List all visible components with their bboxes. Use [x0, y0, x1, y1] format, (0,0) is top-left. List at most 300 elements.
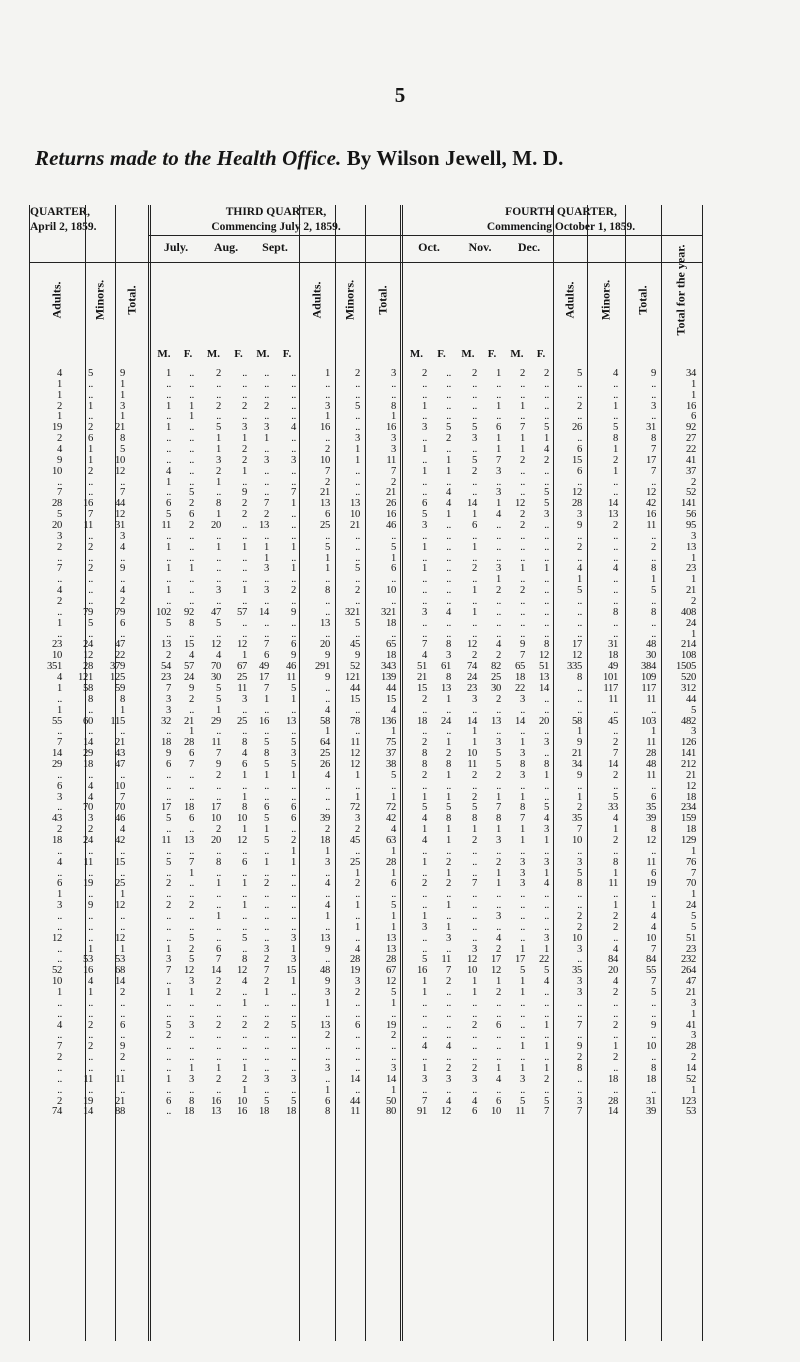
- table-cell: 45: [608, 715, 618, 727]
- table-cell: ..: [88, 530, 93, 542]
- table-cell: 4: [120, 824, 125, 836]
- table-row: [0, 1063, 800, 1074]
- table-cell: ..: [57, 954, 62, 966]
- table-cell: 1: [613, 867, 618, 879]
- table-cell: ..: [242, 476, 247, 488]
- table-cell: 5: [166, 509, 171, 521]
- table-cell: ..: [291, 889, 296, 901]
- table-row: [0, 792, 800, 803]
- table-cell: 3: [120, 400, 125, 412]
- table-cell: 1: [189, 986, 194, 998]
- table-cell: 3: [216, 585, 221, 597]
- table-cell: 141: [681, 748, 696, 760]
- table-cell: 3: [325, 986, 330, 998]
- table-cell: ..: [264, 900, 269, 912]
- table-cell: 1: [355, 769, 360, 781]
- table-cell: ..: [57, 943, 62, 955]
- table-cell: 8: [216, 498, 221, 510]
- table-cell: 64: [320, 737, 330, 749]
- table-cell: 2: [57, 433, 62, 445]
- table-cell: ..: [472, 921, 477, 933]
- table-cell: 46: [286, 661, 296, 673]
- table-row: [0, 868, 800, 879]
- table-cell: 2: [166, 900, 171, 912]
- table-cell: 1: [691, 1008, 696, 1020]
- table-cell: 12: [115, 509, 125, 521]
- table-cell: ..: [577, 693, 582, 705]
- table-cell: ..: [166, 997, 171, 1009]
- table-cell: 1: [166, 400, 171, 412]
- table-cell: ..: [544, 845, 549, 857]
- table-cell: 28: [386, 856, 396, 868]
- table-cell: 6: [496, 1095, 501, 1107]
- table-cell: ..: [446, 986, 451, 998]
- table-row: [0, 553, 800, 564]
- table-cell: ..: [520, 552, 525, 564]
- table-cell: ..: [242, 704, 247, 716]
- table-cell: ..: [242, 889, 247, 901]
- table-cell: 3: [325, 400, 330, 412]
- table-cell: 482: [681, 715, 696, 727]
- table-cell: ..: [216, 921, 221, 933]
- table-cell: ..: [544, 389, 549, 401]
- table-cell: 1: [57, 682, 62, 694]
- table-cell: ..: [355, 530, 360, 542]
- table-cell: 7: [613, 748, 618, 760]
- table-cell: ..: [446, 574, 451, 586]
- table-cell: 1: [472, 986, 477, 998]
- table-cell: 3: [242, 693, 247, 705]
- table-cell: ..: [325, 378, 330, 390]
- table-cell: 35: [572, 965, 582, 977]
- male-header: M.: [461, 348, 475, 360]
- table-cell: 3: [189, 1019, 194, 1031]
- table-cell: 46: [386, 520, 396, 532]
- table-cell: 1: [57, 617, 62, 629]
- table-row: [0, 878, 800, 889]
- table-cell: 1: [391, 411, 396, 423]
- table-cell: ..: [264, 368, 269, 379]
- table-cell: 5: [88, 617, 93, 629]
- table-cell: ..: [189, 791, 194, 803]
- table-cell: ..: [242, 368, 247, 379]
- table-cell: 6: [189, 813, 194, 825]
- table-cell: 11: [83, 856, 93, 868]
- table-row: [0, 889, 800, 900]
- table-cell: 4: [57, 444, 62, 456]
- table-cell: 29: [83, 748, 93, 760]
- table-cell: ..: [216, 487, 221, 499]
- table-cell: 1: [691, 378, 696, 390]
- table-cell: 20: [211, 834, 221, 846]
- table-cell: ..: [422, 845, 427, 857]
- table-cell: ..: [88, 932, 93, 944]
- table-row: [0, 726, 800, 737]
- table-cell: 2: [691, 596, 696, 608]
- table-cell: 14: [608, 758, 618, 770]
- table-cell: 23: [686, 563, 696, 575]
- table-cell: 1: [520, 976, 525, 988]
- table-cell: 2: [472, 769, 477, 781]
- table-cell: 14: [83, 737, 93, 749]
- table-cell: ..: [472, 1030, 477, 1042]
- table-cell: 2: [391, 1030, 396, 1042]
- table-cell: ..: [544, 606, 549, 618]
- table-cell: 5: [544, 498, 549, 510]
- table-cell: 6: [88, 433, 93, 445]
- table-cell: ..: [291, 433, 296, 445]
- table-cell: ..: [391, 574, 396, 586]
- table-cell: ..: [242, 378, 247, 390]
- table-cell: ..: [325, 867, 330, 879]
- table-cell: 11: [115, 1073, 125, 1085]
- table-cell: 384: [641, 661, 656, 673]
- table-cell: 13: [320, 1019, 330, 1031]
- table-cell: ..: [613, 617, 618, 629]
- table-cell: 41: [686, 1019, 696, 1031]
- table-cell: ..: [166, 574, 171, 586]
- table-cell: 92: [184, 606, 194, 618]
- table-cell: 1: [577, 574, 582, 586]
- table-cell: 41: [686, 454, 696, 466]
- table-cell: 1: [613, 465, 618, 477]
- table-cell: 26: [572, 422, 582, 434]
- table-cell: ..: [166, 791, 171, 803]
- table-cell: 67: [386, 965, 396, 977]
- table-cell: 7: [577, 824, 582, 836]
- table-cell: 14: [52, 748, 62, 760]
- table-cell: 12: [115, 932, 125, 944]
- table-cell: ..: [544, 748, 549, 760]
- table-cell: ..: [120, 997, 125, 1009]
- table-cell: ..: [189, 910, 194, 922]
- table-cell: 1: [472, 509, 477, 521]
- table-cell: ..: [120, 921, 125, 933]
- table-cell: ..: [613, 378, 618, 390]
- table-cell: ..: [242, 552, 247, 564]
- table-cell: 6: [57, 878, 62, 890]
- table-cell: ..: [472, 617, 477, 629]
- table-cell: 2: [216, 769, 221, 781]
- table-cell: 1: [166, 541, 171, 553]
- table-cell: ..: [189, 476, 194, 488]
- table-cell: 92: [686, 422, 696, 434]
- table-cell: 1: [691, 552, 696, 564]
- table-cell: 6: [291, 802, 296, 814]
- minors-header: Minors.: [342, 279, 357, 321]
- table-cell: ..: [57, 1030, 62, 1042]
- table-cell: ..: [88, 1063, 93, 1074]
- table-cell: 12: [237, 965, 247, 977]
- table-cell: ..: [264, 465, 269, 477]
- table-cell: 9: [242, 487, 247, 499]
- table-cell: 8: [422, 758, 427, 770]
- table-cell: 3: [264, 1073, 269, 1085]
- month-oct: Oct.: [418, 240, 440, 254]
- table-row: [0, 650, 800, 661]
- table-cell: ..: [472, 574, 477, 586]
- table-cell: 17: [259, 672, 269, 684]
- table-cell: 3: [446, 650, 451, 662]
- table-cell: 25: [320, 748, 330, 760]
- table-cell: 55: [646, 965, 656, 977]
- table-cell: 18: [686, 791, 696, 803]
- table-cell: ..: [472, 476, 477, 488]
- table-cell: 3: [520, 1073, 525, 1085]
- table-cell: 1: [355, 444, 360, 456]
- table-cell: 234: [681, 802, 696, 814]
- table-cell: ..: [613, 780, 618, 792]
- table-cell: ..: [291, 465, 296, 477]
- table-cell: 2: [422, 693, 427, 705]
- table-cell: 1: [472, 541, 477, 553]
- table-cell: ..: [422, 704, 427, 716]
- table-cell: ..: [613, 552, 618, 564]
- table-cell: ..: [120, 769, 125, 781]
- table-cell: 1: [422, 824, 427, 836]
- table-cell: 2: [520, 509, 525, 521]
- table-cell: 7: [120, 487, 125, 499]
- table-cell: 1: [242, 465, 247, 477]
- table-cell: 4: [166, 465, 171, 477]
- table-cell: ..: [325, 574, 330, 586]
- table-cell: 21: [115, 737, 125, 749]
- table-cell: ..: [264, 378, 269, 390]
- table-cell: ..: [391, 889, 396, 901]
- table-cell: 7: [520, 813, 525, 825]
- table-cell: 8: [120, 433, 125, 445]
- table-cell: ..: [325, 802, 330, 814]
- table-row: [0, 401, 800, 412]
- table-row: [0, 585, 800, 596]
- table-cell: ..: [520, 1019, 525, 1031]
- table-cell: 6: [325, 1095, 330, 1107]
- table-cell: 7: [264, 965, 269, 977]
- table-cell: ..: [166, 444, 171, 456]
- table-cell: ..: [391, 596, 396, 608]
- table-cell: ..: [57, 997, 62, 1009]
- table-cell: ..: [264, 867, 269, 879]
- table-cell: 1: [446, 769, 451, 781]
- table-cell: 1: [242, 1084, 247, 1096]
- table-cell: 2: [472, 1063, 477, 1074]
- month-sept: Sept.: [262, 240, 288, 254]
- table-cell: ..: [446, 617, 451, 629]
- table-cell: ..: [242, 389, 247, 401]
- table-cell: 13: [386, 932, 396, 944]
- table-cell: 6: [120, 1019, 125, 1031]
- table-cell: ..: [472, 910, 477, 922]
- table-cell: ..: [496, 1030, 501, 1042]
- table-cell: 2: [166, 650, 171, 662]
- table-row: [0, 618, 800, 629]
- table-cell: 1: [264, 541, 269, 553]
- table-cell: ..: [291, 1063, 296, 1074]
- table-cell: 39: [320, 813, 330, 825]
- table-cell: 6: [651, 867, 656, 879]
- table-cell: ..: [544, 596, 549, 608]
- table-row: [0, 813, 800, 824]
- table-cell: 5: [264, 813, 269, 825]
- table-cell: 1: [520, 986, 525, 998]
- table-cell: ..: [264, 389, 269, 401]
- table-cell: ..: [57, 552, 62, 564]
- table-cell: 1: [325, 997, 330, 1009]
- table-cell: 25: [115, 878, 125, 890]
- table-cell: 7: [520, 650, 525, 662]
- table-cell: 15: [350, 693, 360, 705]
- table-cell: ..: [189, 1041, 194, 1053]
- table-cell: 59: [115, 682, 125, 694]
- table-cell: 1: [57, 704, 62, 716]
- table-cell: ..: [88, 1084, 93, 1096]
- table-cell: ..: [291, 400, 296, 412]
- table-cell: ..: [355, 1041, 360, 1053]
- table-row: [0, 998, 800, 1009]
- table-cell: 16: [417, 965, 427, 977]
- table-cell: 1: [166, 585, 171, 597]
- table-cell: 2: [355, 878, 360, 890]
- table-cell: 9: [120, 1041, 125, 1053]
- table-cell: ..: [446, 943, 451, 955]
- table-cell: 21: [686, 585, 696, 597]
- table-cell: ..: [325, 628, 330, 640]
- table-cell: ..: [264, 889, 269, 901]
- table-cell: 3: [446, 1073, 451, 1085]
- table-cell: ..: [520, 845, 525, 857]
- table-cell: 11: [83, 520, 93, 532]
- table-cell: 58: [83, 682, 93, 694]
- table-cell: ..: [189, 389, 194, 401]
- table-cell: 25: [491, 672, 501, 684]
- table-cell: 4: [613, 368, 618, 379]
- table-cell: 1: [166, 1073, 171, 1085]
- table-cell: ..: [189, 824, 194, 836]
- table-cell: ..: [88, 411, 93, 423]
- table-cell: 14: [467, 498, 477, 510]
- table-cell: ..: [325, 389, 330, 401]
- table-row: [0, 498, 800, 509]
- table-row: [0, 954, 800, 965]
- table-cell: ..: [355, 932, 360, 944]
- table-cell: 2: [613, 1052, 618, 1064]
- table-cell: 2: [446, 856, 451, 868]
- table-cell: 68: [115, 965, 125, 977]
- table-cell: ..: [422, 889, 427, 901]
- table-cell: 4: [88, 976, 93, 988]
- table-cell: 65: [515, 661, 525, 673]
- table-cell: 2: [242, 1019, 247, 1031]
- table-cell: 1: [291, 943, 296, 955]
- table-cell: 14: [608, 1106, 618, 1118]
- table-cell: 13: [259, 520, 269, 532]
- table-cell: 24: [686, 900, 696, 912]
- table-cell: 1: [691, 628, 696, 640]
- female-header: F.: [282, 348, 292, 360]
- table-cell: 1: [422, 465, 427, 477]
- table-cell: 7: [166, 965, 171, 977]
- table-cell: 3: [496, 910, 501, 922]
- table-cell: 1: [325, 726, 330, 738]
- table-cell: 1: [325, 845, 330, 857]
- table-cell: ..: [166, 769, 171, 781]
- table-cell: 18: [608, 650, 618, 662]
- table-cell: 13: [184, 834, 194, 846]
- table-cell: ..: [613, 530, 618, 542]
- table-cell: ..: [422, 487, 427, 499]
- table-cell: 2: [520, 454, 525, 466]
- table-cell: ..: [291, 444, 296, 456]
- table-cell: 4: [120, 541, 125, 553]
- table-cell: 3: [189, 976, 194, 988]
- table-cell: ..: [446, 541, 451, 553]
- male-header: M.: [409, 348, 424, 360]
- table-cell: 8: [264, 748, 269, 760]
- table-row: [0, 900, 800, 911]
- table-cell: 7: [120, 791, 125, 803]
- table-cell: ..: [577, 411, 582, 423]
- table-cell: ..: [291, 574, 296, 586]
- table-cell: 63: [386, 834, 396, 846]
- table-cell: 12: [467, 639, 477, 651]
- table-cell: 2: [242, 498, 247, 510]
- table-cell: 3: [355, 433, 360, 445]
- table-cell: 102: [156, 606, 171, 618]
- table-cell: ..: [166, 628, 171, 640]
- table-cell: ..: [446, 389, 451, 401]
- table-cell: 6: [166, 498, 171, 510]
- table-cell: 5: [691, 704, 696, 716]
- table-cell: 1: [88, 444, 93, 456]
- table-cell: 3: [325, 856, 330, 868]
- table-cell: 1: [88, 986, 93, 998]
- table-cell: 2: [472, 791, 477, 803]
- table-cell: 8: [242, 802, 247, 814]
- table-cell: 8: [422, 748, 427, 760]
- table-cell: 5: [264, 737, 269, 749]
- table-cell: ..: [544, 1052, 549, 1064]
- table-cell: 8: [577, 1063, 582, 1074]
- table-cell: 22: [515, 682, 525, 694]
- table-cell: 5: [651, 585, 656, 597]
- table-cell: ..: [57, 606, 62, 618]
- table-cell: 4: [446, 1041, 451, 1053]
- table-cell: ..: [291, 552, 296, 564]
- table-cell: 2: [613, 737, 618, 749]
- table-cell: ..: [472, 628, 477, 640]
- table-cell: ..: [520, 574, 525, 586]
- male-header: M.: [206, 348, 221, 360]
- table-cell: 2: [325, 824, 330, 836]
- table-cell: 1: [496, 824, 501, 836]
- table-cell: 6: [189, 748, 194, 760]
- table-cell: ..: [264, 1052, 269, 1064]
- table-cell: 1: [691, 1084, 696, 1096]
- table-cell: 6: [216, 943, 221, 955]
- table-cell: 57: [237, 606, 247, 618]
- table-cell: 15: [417, 682, 427, 694]
- table-cell: 2: [120, 596, 125, 608]
- table-cell: 1: [496, 400, 501, 412]
- table-cell: 3: [325, 1063, 330, 1074]
- table-cell: 8: [613, 606, 618, 618]
- table-cell: 1: [520, 1041, 525, 1053]
- table-cell: ..: [520, 910, 525, 922]
- table-cell: ..: [166, 976, 171, 988]
- quarter-header-line2: April 2, 1859.: [30, 221, 97, 233]
- table-cell: ..: [651, 1008, 656, 1020]
- table-cell: 1: [544, 433, 549, 445]
